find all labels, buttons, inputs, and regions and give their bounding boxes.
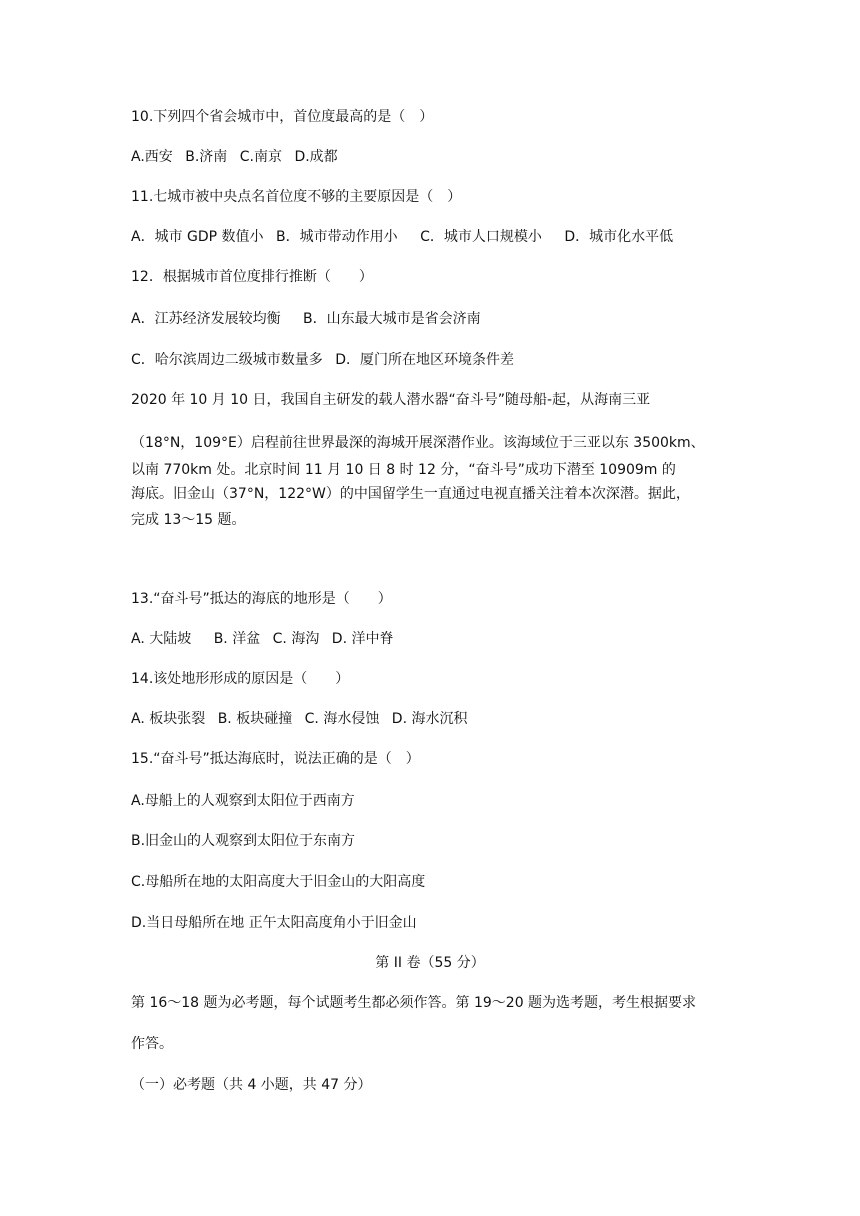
- instruction-line-2: 作答。: [131, 1036, 173, 1052]
- question-13-options: [131, 629, 741, 649]
- question-10-options: [131, 147, 741, 167]
- option-c: C.南京: [239, 149, 282, 165]
- question-12-options-row2: [131, 350, 741, 370]
- question-15-option-a: A.母船上的人观察到太阳位于西南方: [131, 793, 355, 809]
- option-a: A．城市 GDP 数值小: [131, 229, 264, 245]
- option-d: D．厦门所在地区环境条件差: [335, 352, 515, 368]
- question-12-options-row1: [131, 309, 741, 329]
- question-15: 15.“奋斗号”抵达海底时，说法正确的是（ ）: [131, 751, 420, 767]
- option-d: D.成都: [294, 149, 338, 165]
- question-15-option-d: D.当日母船所在地 正午太阳高度角小于旧金山: [131, 915, 417, 931]
- option-b: B．城市带动作用小: [276, 229, 398, 245]
- passage-line-1: 2020 年 10 月 10 日，我国自主研发的载人潜水器“奋斗号”随母船-起，从海南三亚: [131, 392, 651, 408]
- passage-line-3: 以南 770km 处。北京时间 11 月 10 日 8 时 12 分，“奋斗号”成功下潜至 10909m 的: [131, 462, 676, 478]
- option-d: D. 洋中脊: [331, 631, 394, 647]
- instruction-line-1: 第 16～18 题为必考题，每个试题考生都必须作答。第 19～20 题为选考题，考生根据要求: [131, 995, 697, 1011]
- option-b: B. 洋盆: [213, 631, 261, 647]
- passage-line-5: 完成 13～15 题。: [131, 512, 246, 528]
- question-14-options: [131, 709, 741, 729]
- question-10: 10.下列四个省会城市中，首位度最高的是（ ）: [131, 109, 434, 125]
- question-11-options: [131, 227, 741, 247]
- option-d: D. 海水沉积: [391, 711, 468, 727]
- option-b: B．山东最大城市是省会济南: [303, 311, 481, 327]
- option-d: D．城市化水平低: [564, 229, 674, 245]
- question-12: 12．根据城市首位度排行推断（ ）: [131, 269, 373, 285]
- option-c: C．哈尔滨周边二级城市数量多: [131, 352, 323, 368]
- option-c: C. 海沟: [272, 631, 320, 647]
- option-a: A.西安: [131, 149, 173, 165]
- option-b: B. 板块碰撞: [217, 711, 293, 727]
- section-title: 第 II 卷（55 分）: [375, 955, 485, 971]
- option-a: A. 板块张裂: [131, 711, 206, 727]
- option-b: B.济南: [185, 149, 228, 165]
- option-a: A．江苏经济发展较均衡: [131, 311, 281, 327]
- question-15-option-b: B.旧金山的人观察到太阳位于东南方: [131, 833, 356, 849]
- question-15-option-c: C.母船所在地的太阳高度大于旧金山的大阳高度: [131, 874, 426, 890]
- passage-line-4: 海底。旧金山（37°N，122°W）的中国留学生一直通过电视直播关注着本次深潜。据此，: [131, 486, 690, 502]
- question-11: 11.七城市被中央点名首位度不够的主要原因是（ ）: [131, 189, 462, 205]
- question-13: 13.“奋斗号”抵达的海底的地形是（ ）: [131, 591, 392, 607]
- subsection-title: （一）必考题（共 4 小题，共 47 分）: [131, 1077, 372, 1093]
- passage-line-2: （18°N，109°E）启程前往世界最深的海城开展深潜作业。该海域位于三亚以东 3500km、: [131, 435, 705, 451]
- option-c: C．城市人口规模小: [420, 229, 542, 245]
- option-c: C. 海水侵蚀: [304, 711, 380, 727]
- question-14: 14.该处地形形成的原因是（ ）: [131, 671, 350, 687]
- option-a: A. 大陆坡: [131, 631, 192, 647]
